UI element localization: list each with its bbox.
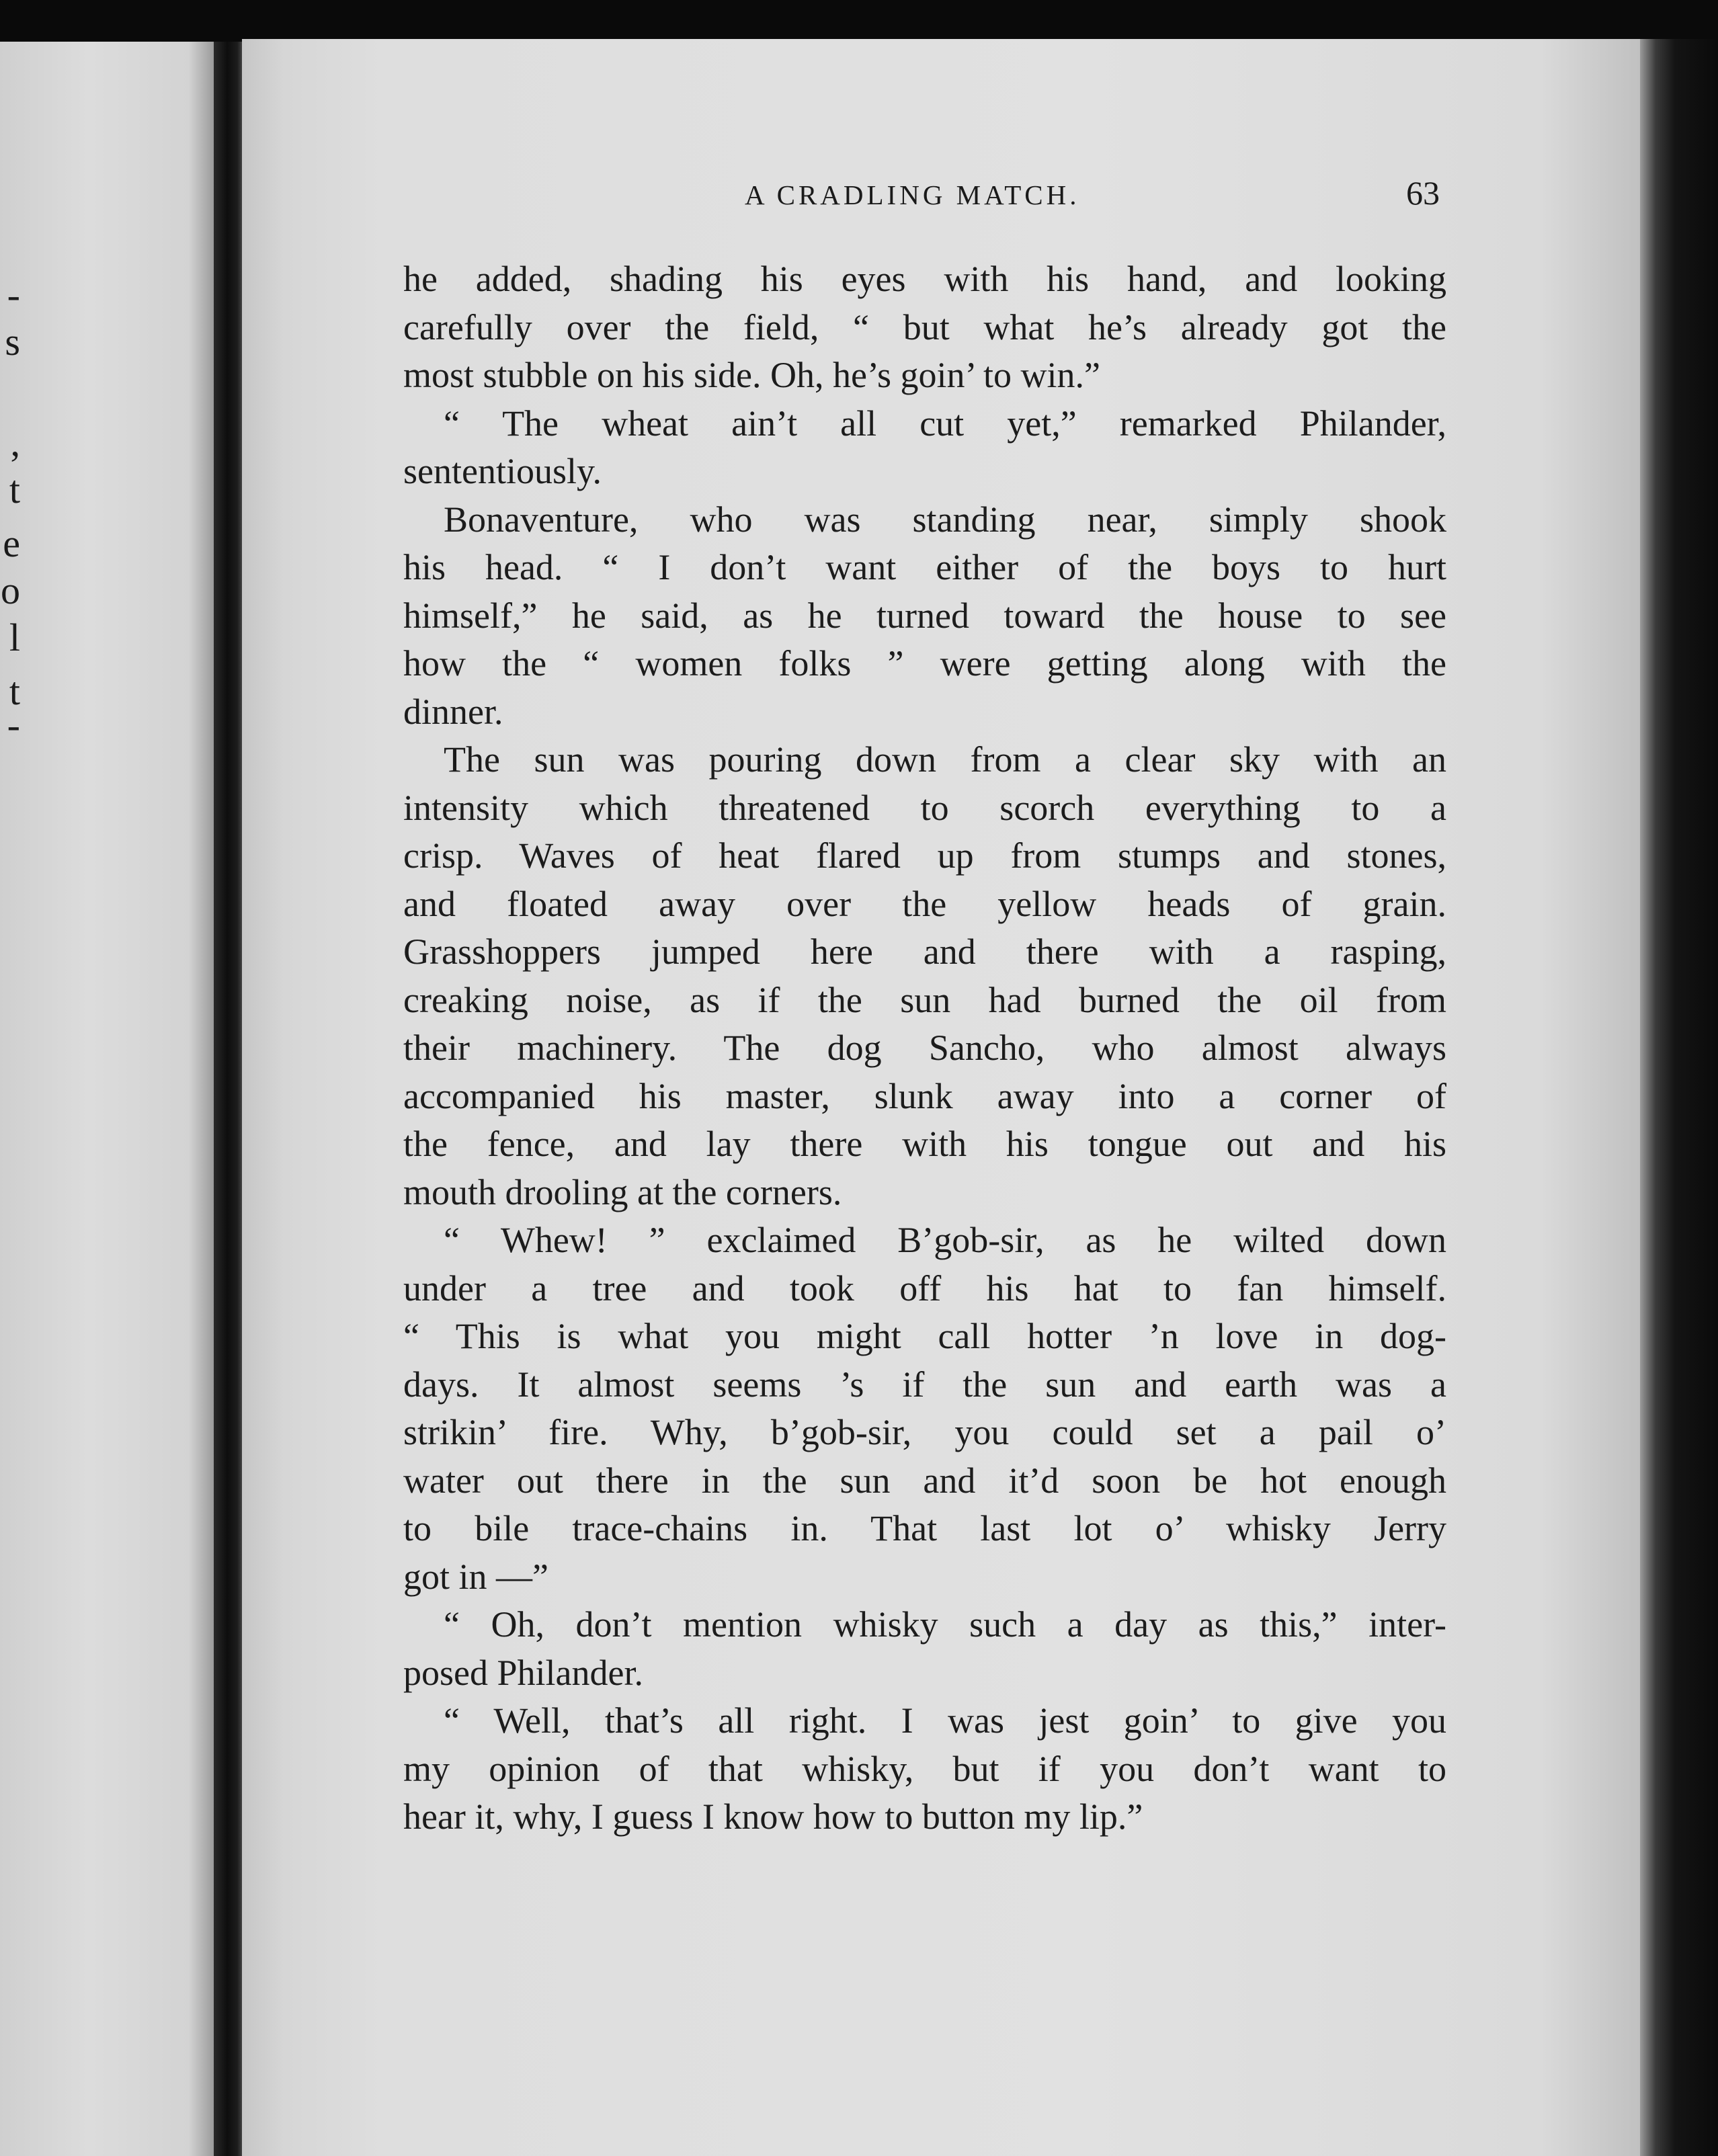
text-line: “ This is what you might call hotter ’n love in dog- <box>403 1316 1446 1356</box>
text-line: “ Well, that’s all right. I was jest goin’ to give you <box>444 1700 1446 1741</box>
facing-page-char: e <box>3 522 20 565</box>
facing-page-edge <box>0 42 222 2156</box>
text-line: intensity which threatened to scorch everything to a <box>403 787 1446 828</box>
text-line: to bile trace-chains in. That last lot o’ whisky Jerry <box>403 1508 1446 1548</box>
text-line: crisp. Waves of heat flared up from stumps and stones, <box>403 835 1446 876</box>
text-line: Bonaventure, who was standing near, simply shook <box>444 499 1446 540</box>
text-line: “ Whew! ” exclaimed B’gob-sir, as he wilted down <box>444 1220 1446 1260</box>
running-head: A CRADLING MATCH. <box>745 179 1080 210</box>
text-line: carefully over the field, “ but what he’s already got the <box>403 306 1446 347</box>
facing-page-char: , <box>10 421 20 464</box>
text-line: and floated away over the yellow heads of grain. <box>403 883 1446 924</box>
facing-page-char: t <box>9 468 20 511</box>
text-line: “ Oh, don’t mention whisky such a day as this,” inter- <box>444 1604 1446 1645</box>
facing-page-char: s <box>5 320 20 364</box>
facing-page-char: l <box>9 616 20 659</box>
text-line: how the “ women folks ” were getting along with the <box>403 643 1446 683</box>
text-line: himself,” he said, as he turned toward the house to see <box>403 595 1446 636</box>
text-line: hear it, why, I guess I know how to button my lip.” <box>403 1796 1143 1837</box>
text-line: their machinery. The dog Sancho, who almost always <box>403 1028 1446 1068</box>
page-right-edge-shadow <box>1640 39 1718 2156</box>
text-line: his head. “ I don’t want either of the boys to hurt <box>403 547 1446 587</box>
text-line: water out there in the sun and it’d soon be hot enough <box>403 1460 1446 1501</box>
text-line: accompanied his master, slunk away into a corner of <box>403 1075 1446 1116</box>
facing-page-text-fragments <box>0 42 27 2156</box>
text-line: he added, shading his eyes with his hand, and looking <box>403 259 1446 299</box>
facing-page-char: - <box>7 703 20 747</box>
text-line: the fence, and lay there with his tongue out and his <box>403 1124 1446 1164</box>
text-line: my opinion of that whisky, but if you don’t want to <box>403 1748 1446 1789</box>
text-line: days. It almost seems ’s if the sun and earth was a <box>403 1364 1446 1405</box>
text-line: creaking noise, as if the sun had burned the oil from <box>403 979 1446 1020</box>
text-line: “ The wheat ain’t all cut yet,” remarked Philander, <box>444 403 1446 444</box>
body-text <box>403 255 1446 1841</box>
text-line: dinner. <box>403 691 503 732</box>
text-line: The sun was pouring down from a clear sky with an <box>444 739 1446 780</box>
text-line: under a tree and took off his hat to fan himself. <box>403 1268 1446 1309</box>
text-line: most stubble on his side. Oh, he’s goin’ to win.” <box>403 355 1100 395</box>
scan-top-border <box>0 0 1718 42</box>
facing-page-char: t <box>9 669 20 713</box>
text-line: got in —” <box>403 1556 548 1597</box>
facing-page-char: - <box>7 273 20 317</box>
text-line: posed Philander. <box>403 1652 643 1693</box>
text-line: strikin’ fire. Why, b’gob-sir, you could set a pail o’ <box>403 1412 1446 1452</box>
text-line: mouth drooling at the corners. <box>403 1171 842 1212</box>
text-line: Grasshoppers jumped here and there with a rasping, <box>403 931 1446 972</box>
text-line: sententiously. <box>403 451 602 491</box>
facing-page-char: o <box>1 569 20 612</box>
page-number: 63 <box>1406 174 1440 212</box>
